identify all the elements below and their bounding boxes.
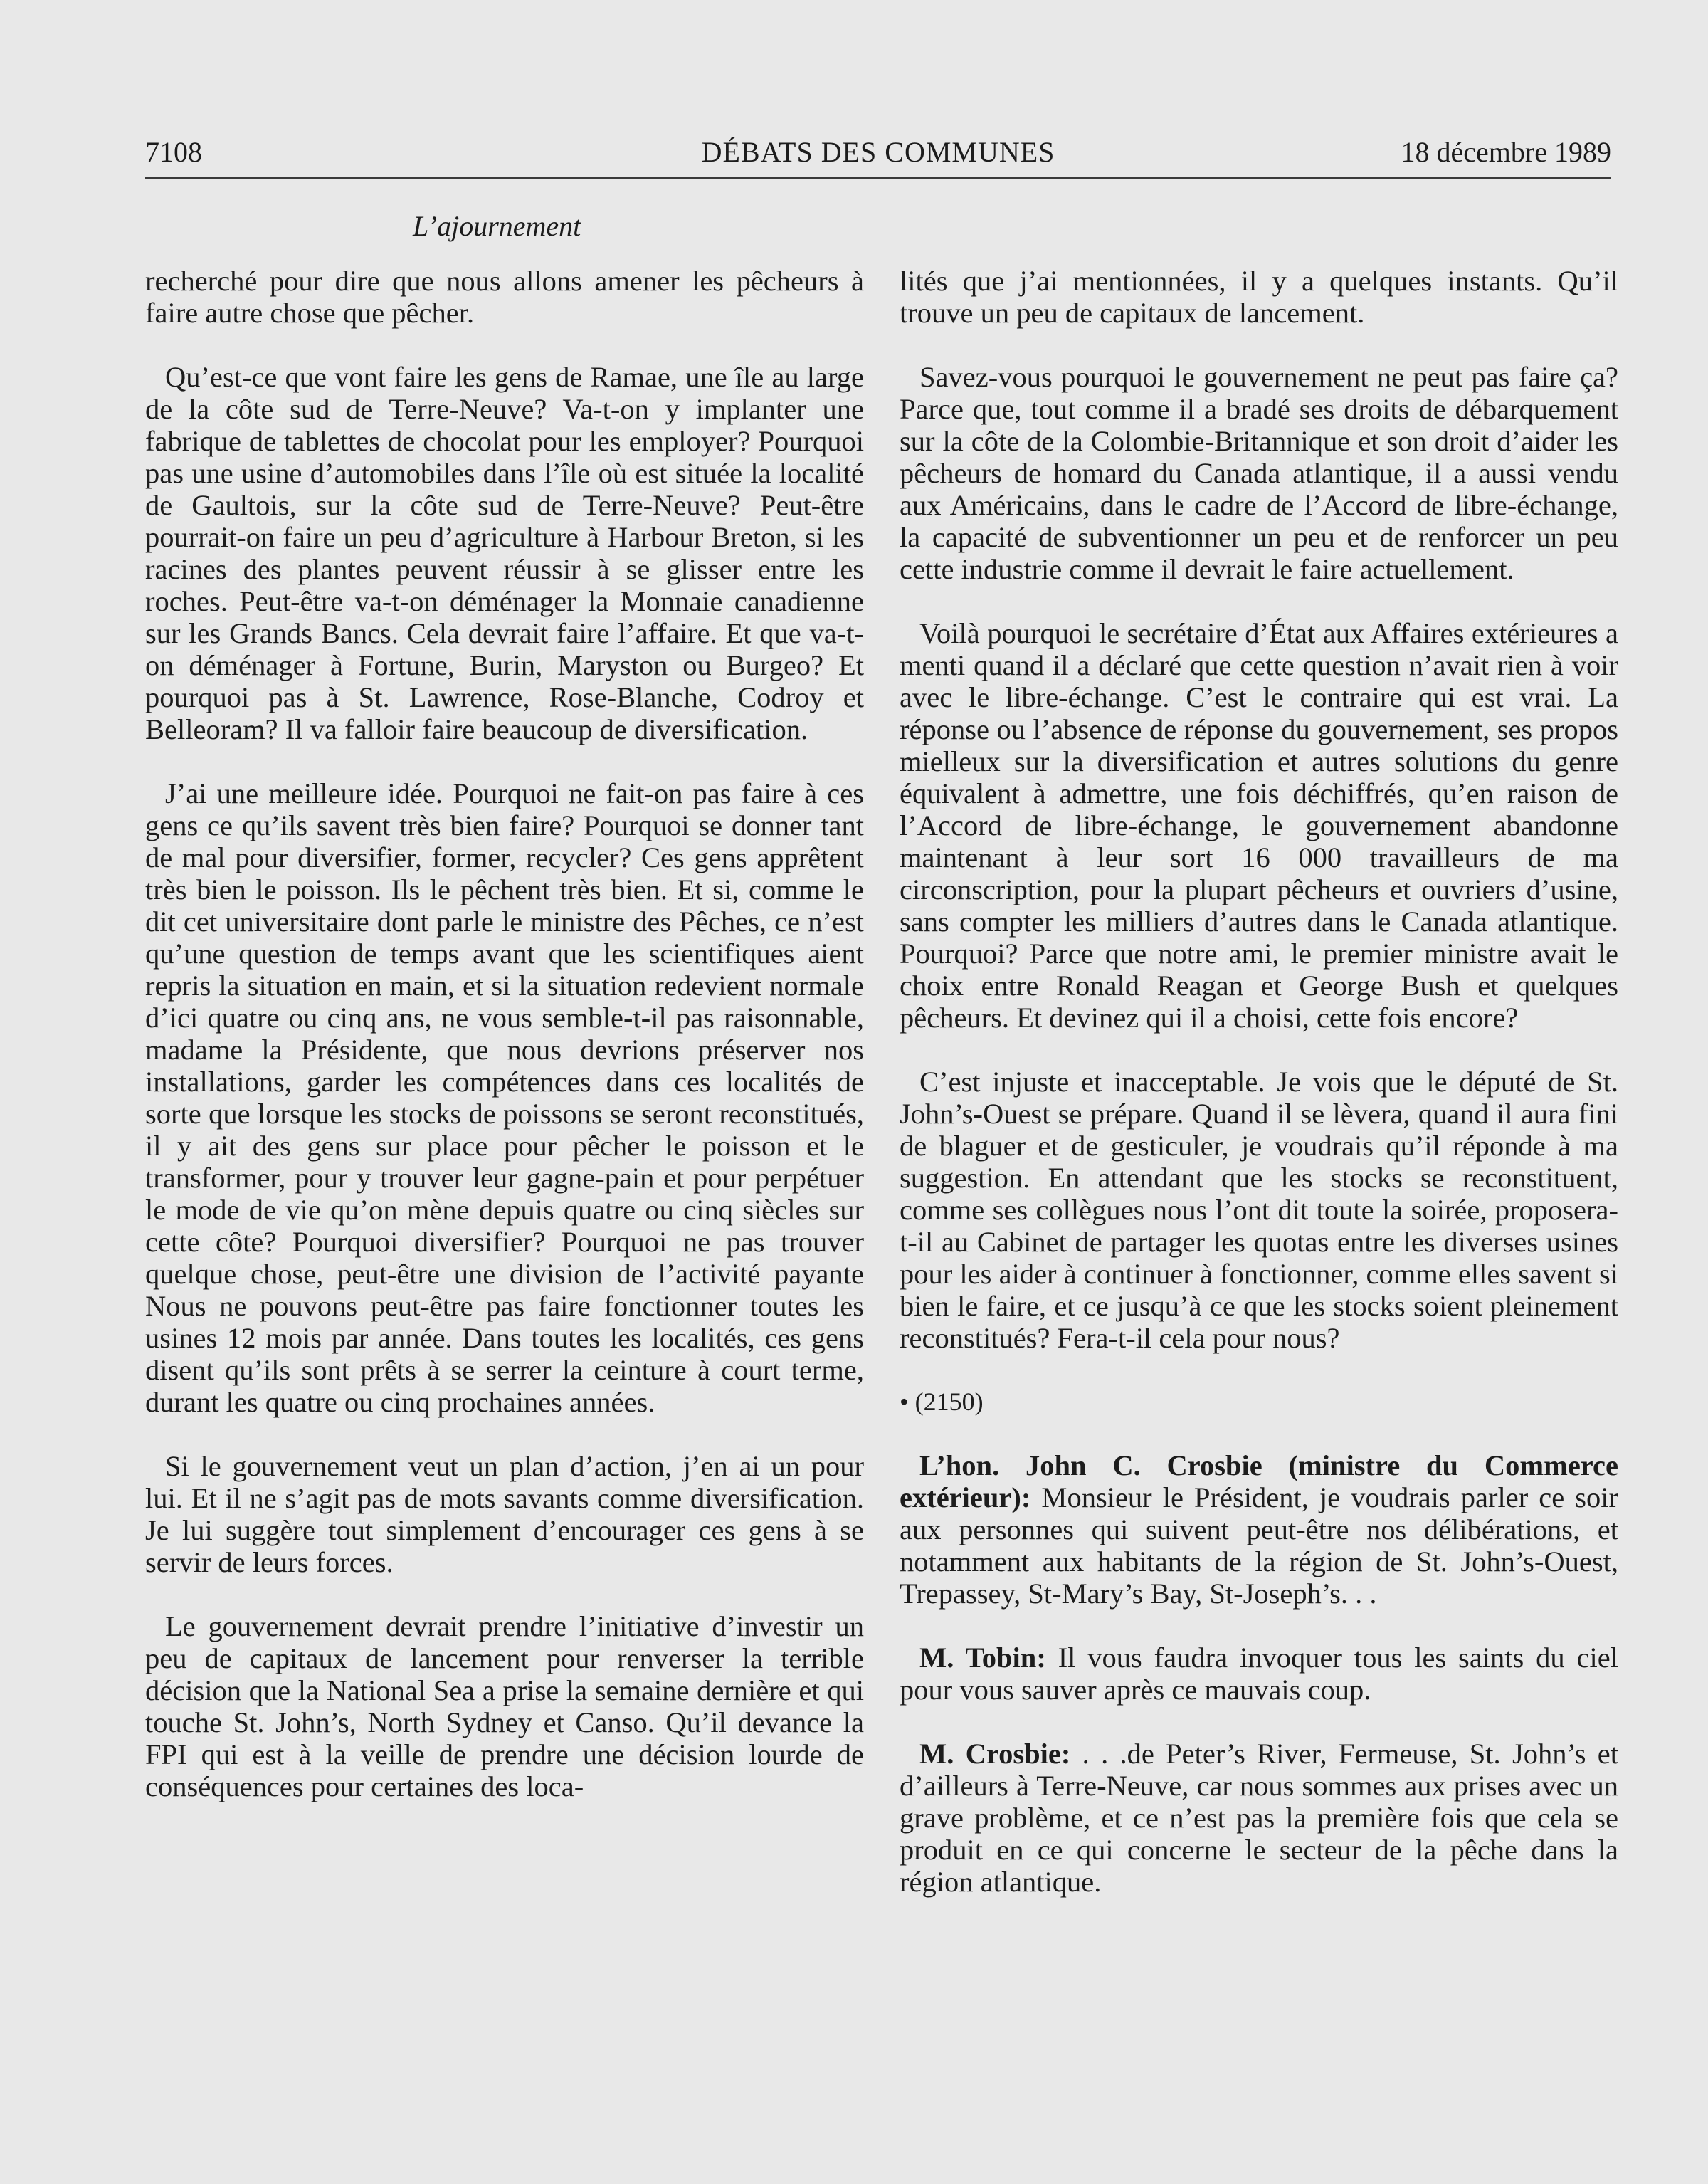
session-date: 18 décembre 1989 — [1401, 136, 1611, 168]
page-number: 7108 — [145, 136, 202, 168]
speech-text: . . .de Peter’s River, Fermeuse, St. John’s et d’ailleurs à Terre-Neuve, car nous sommes aux prises avec un grave problème, et ce n’est pas la première fois que cela se produit en ce qui concerne le secteur de la pêche dans la région atlantique. — [900, 1738, 1619, 1898]
paragraph: Si le gouvernement veut un plan d’action, j’en ai un pour lui. Et il ne s’agit pas de mots savants comme diversification. Je lui suggère tout simplement d’encourager ces gens à se servir de leurs forces. — [145, 1450, 864, 1578]
time-marker: • (2150) — [900, 1387, 984, 1416]
left-column — [145, 265, 864, 1834]
speech-text: Monsieur le Président, je voudrais parler ce soir aux personnes qui suivent peut-être nos délibérations, et notamment aux habitants de la région de St. John’s-Ouest, Trepassey, St-Mary’s Bay, St-Joseph’s. . . — [900, 1481, 1618, 1610]
speaker-name: L’hon. John C. Crosbie (ministre du Commerce extérieur): — [900, 1449, 1618, 1513]
journal-title: DÉBATS DES COMMUNES — [701, 136, 1055, 168]
paragraph: recherché pour dire que nous allons amener les pêcheurs à faire autre chose que pêcher. — [145, 265, 864, 329]
paragraph: Le gouvernement devrait prendre l’initiative d’investir un peu de capitaux de lancement pour renverser la terrible décision que la National Sea a prise la semaine dernière et qui touche St. John’s, North Sydney et Canso. Qu’il devance la FPI qui est à la veille de prendre une décision lourde de conséquences pour certaines des loca- — [145, 1610, 864, 1802]
speaker-name: M. Crosbie: — [919, 1738, 1071, 1770]
page-header — [145, 132, 1611, 179]
speaker-name: M. Tobin: — [919, 1642, 1046, 1674]
paragraph: J’ai une meilleure idée. Pourquoi ne fait-on pas faire à ces gens ce qu’ils savent très bien faire? Pourquoi se donner tant de mal pour diversifier, former, recycler? Ces gens apprêtent très bien le poisson. Ils le pêchent très bien. Et si, comme le dit cet universitaire dont parle le ministre des Pêches, ce n’est qu’une question de temps avant que les scientifiques aient repris la situation en main, et si la situation redevient normale d’ici quatre ou cinq ans, ne vous semble-t-il pas raisonnable, madame la Présidente, que nous devrions préserver nos installations, garder les compétences dans ces localités de sorte que lorsque les stocks de poissons se seront reconstitués, il y ait des gens sur place pour pêcher le poisson et le transformer, pour y trouver leur gagne-pain et pour perpétuer le mode de vie qu’on mène depuis quatre ou cinq siècles sur cette côte? Pourquoi diversifier? Pourquoi ne pas trouver quelque chose, peut-être une division de l’activité payante Nous ne pouvons peut-être pas faire fonctionner toutes les usines 12 mois par année. Dans toutes les localités, ces gens disent qu’ils sont prêts à se serrer la ceinture à court terme, durant les quatre ou cinq prochaines années. — [145, 777, 864, 1418]
speech-paragraph — [900, 1642, 1618, 1706]
paragraph: Qu’est-ce que vont faire les gens de Ramae, une île au large de la côte sud de Terre-Neuve? Va-t-on y implanter une fabrique de tablettes de chocolat pour les employer? Pourquoi pas une usine d’automobiles dans l’île où est située la localité de Gaultois, sur la côte sud de Terre-Neuve? Peut-être pourrait-on faire un peu d’agriculture à Harbour Breton, si les racines des plantes peuvent réussir à se glisser entre les roches. Peut-être va-t-on déménager la Monnaie canadienne sur les Grands Bancs. Cela devrait faire l’affaire. Et que va-t-on déménager à Fortune, Burin, Maryston ou Burgeo? Et pourquoi pas à St. Lawrence, Rose-Blanche, Codroy et Belleoram? Il va falloir faire beaucoup de diversification. — [145, 361, 864, 745]
paragraph: Savez-vous pourquoi le gouvernement ne peut pas faire ça? Parce que, tout comme il a bradé ses droits de débarquement sur la côte de la Colombie-Britannique et son droit d’aider les pêcheurs de homard du Canada atlantique, il a aussi vendu aux Américains, dans le cadre de l’Accord de libre-échange, la capacité de subventionner un peu et de renforcer un peu cette industrie comme il devrait le faire actuellement. — [900, 361, 1618, 585]
paragraph: C’est injuste et inacceptable. Je vois que le député de St. John’s-Ouest se prépare. Quand il se lèvera, quand il aura fini de blaguer et de gesticuler, je voudrais qu’il réponde à ma suggestion. En attendant que les stocks se reconstituent, comme ses collègues nous l’ont dit toute la soirée, proposera-t-il au Cabinet de partager les quotas entre les diverses usines pour les aider à continuer à fonctionner, comme elles savent si bien le faire, et ce jusqu’à ce que les stocks soient pleinement reconstitués? Fera-t-il cela pour nous? — [900, 1066, 1618, 1354]
speech-paragraph — [900, 1449, 1618, 1610]
paragraph: Voilà pourquoi le secrétaire d’État aux Affaires extérieures a menti quand il a déclaré que cette question n’avait rien à voir avec le libre-échange. C’est le contraire qui est vrai. La réponse ou l’absence de réponse du gouvernement, ses propos mielleux sur la diversification et autres solutions du genre équivalent à admettre, une fois déchiffrés, qu’en raison de l’Accord de libre-échange, le gouvernement abandonne maintenant à leur sort 16 000 travailleurs de ma circonscription, pour la plupart pêcheurs et ouvriers d’usine, sans compter les milliers d’autres dans le Canada atlantique. Pourquoi? Parce que notre ami, le premier ministre avait le choix entre Ronald Reagan et George Bush et quelques pêcheurs. Et devinez qui il a choisi, cette fois encore? — [900, 617, 1618, 1034]
speech-text: Il vous faudra invoquer tous les saints du ciel pour vous sauver après ce mauvais coup. — [900, 1642, 1618, 1706]
section-title: L’ajournement — [413, 210, 581, 242]
right-column — [900, 265, 1618, 1930]
paragraph: lités que j’ai mentionnées, il y a quelques instants. Qu’il trouve un peu de capitaux de lancement. — [900, 265, 1618, 329]
speech-paragraph — [900, 1738, 1618, 1898]
